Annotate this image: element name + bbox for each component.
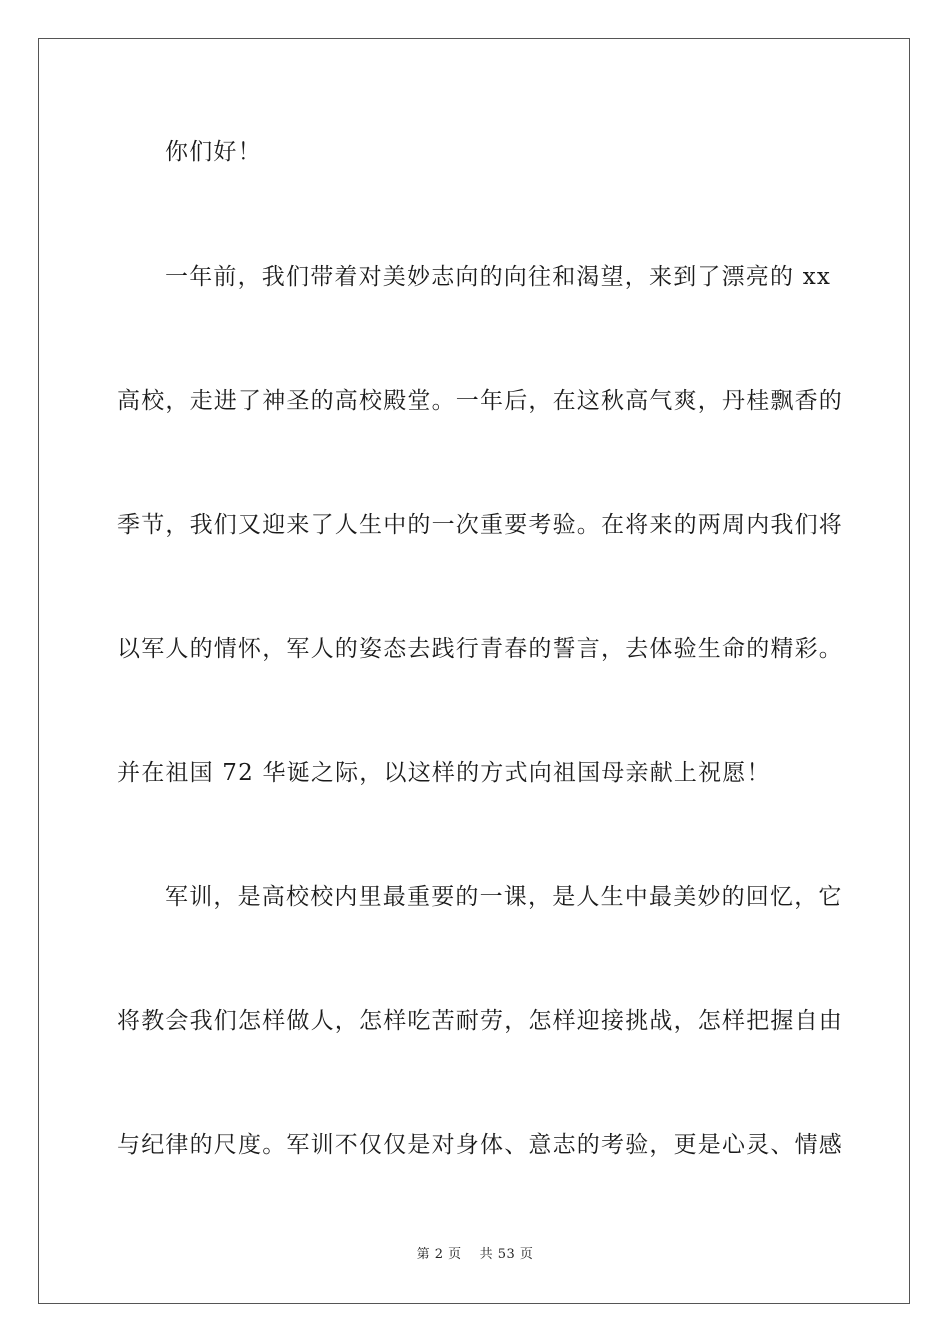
greeting-line: 你们好！ (165, 139, 262, 165)
paragraph-line: 军训，是高校校内里最重要的一课，是人生中最美妙的回忆，它 (165, 884, 843, 910)
paragraph-line: 与纪律的尺度。军训不仅仅是对身体、意志的考验，更是心灵、情感 (117, 1132, 843, 1158)
paragraph-line: 以军人的情怀，军人的姿态去践行青春的誓言，去体验生命的精彩。 (117, 636, 843, 662)
paragraph-line: 并在祖国 72 华诞之际，以这样的方式向祖国母亲献上祝愿！ (117, 760, 771, 786)
page-frame (38, 38, 910, 1304)
page-total: 共 53 页 (479, 1247, 534, 1262)
page-number: 第 2 页 (416, 1247, 462, 1262)
paragraph-line: 高校，走进了神圣的高校殿堂。一年后，在这秋高气爽，丹桂飘香的 (117, 388, 843, 414)
paragraph-line: 将教会我们怎样做人，怎样吃苦耐劳，怎样迎接挑战，怎样把握自由 (117, 1008, 843, 1034)
paragraph-line: 季节，我们又迎来了人生中的一次重要考验。在将来的两周内我们将 (117, 512, 843, 538)
page-footer (0, 1246, 950, 1264)
paragraph-line: 一年前，我们带着对美妙志向的向往和渴望，来到了漂亮的 xx (165, 264, 832, 290)
